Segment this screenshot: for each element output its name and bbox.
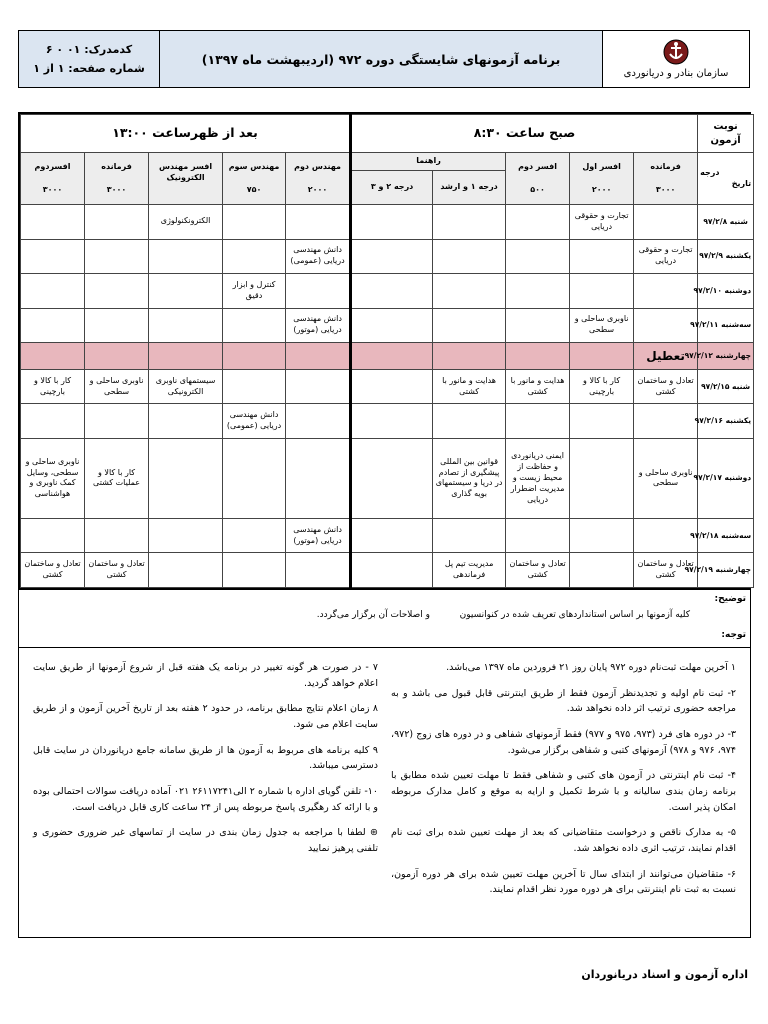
schedule-cell (21, 404, 85, 439)
col-header-morning-2: افسر دوم ۵۰۰ (506, 153, 570, 205)
explain-text-b: و اصلاحات آن برگزار می‌گردد. (316, 610, 430, 620)
schedule-cell: هدایت و مانور با کشتی (506, 369, 570, 404)
note-2: ۲- ثبت نام اولیه و تجدیدنظر آزمون فقط از طریق اینترنتی قابل قبول می باشد و به مراجعه حضوری ترتیب اثر داده نخواهد شد. (391, 687, 736, 715)
schedule-cell: تعادل و ساختمان کشتی (506, 553, 570, 588)
schedule-cell (433, 308, 506, 343)
col-header-afternoon-1: مهندس سوم ۷۵۰ (223, 153, 286, 205)
schedule-cell: تجارت و حقوقی دریایی (634, 239, 698, 274)
col-header-afternoon-2: افسر مهندس الکترونیک (149, 153, 223, 205)
row-date: چهارشنبه ۹۷/۲/۱۲ (698, 343, 754, 370)
notes-box (18, 648, 751, 938)
schedule-cell (351, 369, 433, 404)
row-date: شنبه ۹۷/۲/۱۵ (698, 369, 754, 404)
organization-block (603, 31, 749, 87)
col-header-morning-0: فرمانده ۳۰۰۰ (634, 153, 698, 205)
note-3: ۳- در دوره های فرد (۹۷۳، ۹۷۵ و ۹۷۷) فقط آزمونهای شفاهی و در دوره های زوج (۹۷۲، ۹۷۴، ۹۷۶ و ۹۷۸) آزمونهای کتبی و شفاهی برگزار می‌شود. (391, 729, 737, 756)
schedule-cell (570, 404, 634, 439)
schedule-cell (634, 404, 698, 439)
schedule-row (21, 308, 754, 343)
schedule-cell (433, 404, 506, 439)
schedule-cell (149, 308, 223, 343)
explain-text-a: کلیه آزمونها بر اساس استانداردهای تعریف شده در کنوانسیون (459, 610, 690, 620)
corner-header (698, 153, 754, 205)
schedule-cell (21, 308, 85, 343)
schedule-cell (21, 205, 85, 240)
schedule-cell: تعادل و ساختمان کشتی (85, 553, 149, 588)
schedule-cell (433, 205, 506, 240)
schedule-cell (85, 308, 149, 343)
schedule-cell: ناوبری ساحلی و سطحی (570, 308, 634, 343)
note-5: ۵- به مدارک ناقص و درخواست متقاضیانی که بعد از مهلت تعیین شده برای ثبت نام اقدام نمایند، ترتیب اثری داده نخواهد شد. (391, 827, 736, 855)
schedule-cell (351, 518, 433, 553)
schedule-cell (21, 274, 85, 309)
captain-group-header: راهنما (351, 153, 506, 171)
schedule-row (21, 239, 754, 274)
attention-label: توجه: (721, 630, 746, 640)
schedule-cell: دانش مهندسی دریایی (عمومی) (286, 239, 351, 274)
schedule-cell (506, 205, 570, 240)
schedule-cell (570, 343, 634, 370)
schedule-cell (286, 404, 351, 439)
schedule-row (21, 369, 754, 404)
notes-right-column (391, 660, 736, 908)
schedule-cell (223, 438, 286, 518)
note-6: ۶- متقاضیان می‌توانند از ابتدای سال تا آخرین مهلت تعیین شده برای هر دوره آزمون، نسبت به ثبت نام اینترنتی برای هر دوره مورد نظر اقدام نمایند. (391, 868, 736, 896)
schedule-cell (570, 553, 634, 588)
schedule-cell (223, 239, 286, 274)
schedule-cell (506, 404, 570, 439)
grade-label: درجه (700, 167, 720, 177)
morning-shift-header: صبح ساعت ۸:۳۰ (351, 115, 698, 153)
schedule-cell: تجارت و حقوقی دریایی (570, 205, 634, 240)
schedule-cell: کار با کالا و عملیات کشتی (85, 438, 149, 518)
schedule-cell: دانش مهندسی دریایی (عمومی) (223, 404, 286, 439)
schedule-cell (223, 343, 286, 370)
footer-department: اداره آزمون و اسناد دریانوردان (581, 968, 748, 981)
date-label: تاریخ (731, 178, 752, 188)
schedule-cell: تعادل و ساختمان کشتی (21, 553, 85, 588)
row-date: سه‌شنبه ۹۷/۲/۱۸ (698, 518, 754, 553)
schedule-cell (149, 553, 223, 588)
page-number: شماره صفحه: ۱ از ۱ (33, 62, 145, 75)
schedule-row (21, 343, 754, 370)
schedule-cell (149, 438, 223, 518)
anchor-emblem-icon (663, 39, 689, 65)
schedule-cell (85, 518, 149, 553)
notes-header (18, 590, 751, 648)
schedule-cell: مدیریت تیم پل فرماندهی (433, 553, 506, 588)
schedule-cell: کار با کالا و بارچینی (570, 369, 634, 404)
schedule-cell (506, 274, 570, 309)
schedule-cell (351, 308, 433, 343)
schedule-cell (223, 308, 286, 343)
note-10: ۱۰- تلفن گویای اداره با شماره ۲ الی۲۶۱۱۷۲۴۱ ۰۲۱ آماده دریافت سوالات احتمالی بوده و با ارائه کد رهگیری پاسخ مربوطه پس از ۲۴ ساعت کاری قابل دریافت است. (33, 786, 378, 813)
schedule-cell (21, 518, 85, 553)
organization-name: سازمان بنادر و دریانوردی (623, 68, 729, 79)
schedule-cell (634, 518, 698, 553)
document-title: برنامه آزمونهای شایستگی دوره ۹۷۲ (اردیبهشت ماه ۱۳۹۷) (160, 31, 603, 87)
schedule-row (21, 274, 754, 309)
schedule-cell (286, 553, 351, 588)
schedule-row (21, 553, 754, 588)
col-header-afternoon-3: فرمانده ۳۰۰۰ (85, 153, 149, 205)
schedule-cell (223, 205, 286, 240)
schedule-cell (149, 404, 223, 439)
row-date: چهارشنبه ۹۷/۲/۱۹ (698, 553, 754, 588)
schedule-cell: ناوبری ساحلی و سطحی (634, 438, 698, 518)
schedule-cell (570, 438, 634, 518)
schedule-cell (223, 369, 286, 404)
schedule-cell (223, 553, 286, 588)
document-code: کدمدرک: ۰۱ ۰ ۶ (45, 43, 133, 56)
row-date: یکشنبه ۹۷/۲/۹ (698, 239, 754, 274)
note-1: ۱ آخرین مهلت ثبت‌نام دوره ۹۷۲ پایان روز ۲۱ فروردین ماه ۱۳۹۷ می‌باشد. (446, 662, 736, 673)
schedule-row (21, 205, 754, 240)
holiday-label: تعطیل (634, 343, 698, 370)
schedule-cell: ناوبری ساحلی و سطحی (85, 369, 149, 404)
schedule-cell (433, 343, 506, 370)
schedule-cell: قوانین بین المللی پیشگیری از تصادم در دریا و سیستمهای بویه گذاری (433, 438, 506, 518)
schedule-cell (351, 239, 433, 274)
schedule-cell: دانش مهندسی دریایی (موتور) (286, 518, 351, 553)
schedule-cell: تعادل و ساختمان کشتی (634, 553, 698, 588)
col-header-morning-4: درجه ۲ و ۳ (351, 171, 433, 205)
schedule-cell: کنترل و ابزار دقیق (223, 274, 286, 309)
schedule-cell (21, 239, 85, 274)
schedule-cell (85, 343, 149, 370)
schedule-cell (149, 343, 223, 370)
document-code-box (19, 31, 160, 87)
schedule-cell (351, 343, 433, 370)
schedule-cell (286, 369, 351, 404)
schedule-cell (634, 274, 698, 309)
schedule-cell (149, 518, 223, 553)
schedule-cell (286, 343, 351, 370)
schedule-cell (433, 518, 506, 553)
schedule-cell: الکترونکنولوژی (149, 205, 223, 240)
document-header (18, 30, 750, 88)
col-header-morning-3: درجه ۱ و ارشد (433, 171, 506, 205)
schedule-cell (634, 205, 698, 240)
schedule-cell: هدایت و مانور با کشتی (433, 369, 506, 404)
schedule-cell (85, 404, 149, 439)
schedule-cell (351, 438, 433, 518)
schedule-cell (433, 274, 506, 309)
schedule-cell (21, 343, 85, 370)
schedule-cell (85, 274, 149, 309)
afternoon-shift-header: بعد از ظهرساعت ۱۳:۰۰ (21, 115, 351, 153)
col-header-afternoon-4: افسردوم ۳۰۰۰ (21, 153, 85, 205)
schedule-row (21, 518, 754, 553)
schedule-cell (634, 308, 698, 343)
row-date: یکشنبه ۹۷/۲/۱۶ (698, 404, 754, 439)
schedule-cell (351, 274, 433, 309)
schedule-cell: دانش مهندسی دریایی (موتور) (286, 308, 351, 343)
note-7: ۷ - در صورت هر گونه تغییر در برنامه یک هفته قبل از شروع آزمونها از طریق سایت اعلام خواهد گردید. (33, 662, 378, 689)
schedule-cell (286, 438, 351, 518)
schedule-cell (223, 518, 286, 553)
schedule-cell (506, 343, 570, 370)
schedule-cell (286, 205, 351, 240)
schedule-cell (286, 274, 351, 309)
schedule-cell (351, 404, 433, 439)
schedule-cell (351, 553, 433, 588)
shift-label: نوبت آزمون (698, 115, 754, 153)
col-header-morning-1: افسر اول ۲۰۰۰ (570, 153, 634, 205)
col-header-afternoon-0: مهندس دوم ۲۰۰۰ (286, 153, 351, 205)
schedule-cell (506, 239, 570, 274)
schedule-cell (85, 205, 149, 240)
schedule-cell (570, 274, 634, 309)
note-phone-warning: ⊛ لطفا با مراجعه به جدول زمان بندی در سایت از تماسهای غیر ضروری حضوری و تلفنی پرهیز نمایید (33, 827, 378, 855)
schedule-cell: ناوبری ساحلی و سطحی، وسایل کمک ناوبری و هواشناسی (21, 438, 85, 518)
row-date: شنبه ۹۷/۲/۸ (698, 205, 754, 240)
row-date: سه‌شنبه ۹۷/۲/۱۱ (698, 308, 754, 343)
notes-left-column (33, 660, 378, 867)
row-date: دوشنبه ۹۷/۲/۱۰ (698, 274, 754, 309)
schedule-cell (433, 239, 506, 274)
schedule-cell (85, 239, 149, 274)
schedule-cell (506, 308, 570, 343)
schedule-cell (149, 239, 223, 274)
exam-schedule-table (18, 112, 751, 590)
note-4: ۴- ثبت نام اینترنتی در آزمون های کتبی و شفاهی فقط تا مهلت تعیین شده مطابق با برنامه زمان بندی سالیانه و با شرط تکمیل و ارایه به موقع و کامل مدارک مربوطه امکان پذیر است. (391, 770, 736, 813)
schedule-row (21, 438, 754, 518)
schedule-cell: کار با کالا و بارچینی (21, 369, 85, 404)
explain-label: توضیح: (714, 594, 746, 604)
schedule-cell: تعادل و ساختمان کشتی (634, 369, 698, 404)
schedule-row (21, 404, 754, 439)
note-8: ۸ زمان اعلام نتایج مطابق برنامه، در حدود ۲ هفته بعد از تاریخ آخرین آزمون و از طریق سایت اعلام می شود. (33, 703, 379, 731)
schedule-cell (570, 518, 634, 553)
schedule-cell (570, 239, 634, 274)
schedule-cell (149, 274, 223, 309)
schedule-cell (351, 205, 433, 240)
schedule-cell: سیستمهای ناوبری الکترونیکی (149, 369, 223, 404)
note-9: ۹ کلیه برنامه های مربوط به آزمون ها از طریق سامانه جامع دریانوردان در سایت قابل دسترسی میباشد. (33, 744, 378, 772)
row-date: دوشنبه ۹۷/۲/۱۷ (698, 438, 754, 518)
schedule-cell: ایمنی دریانوردی و حفاظت از محیط زیست و مدیریت اضطرار دریایی (506, 438, 570, 518)
schedule-cell (506, 518, 570, 553)
